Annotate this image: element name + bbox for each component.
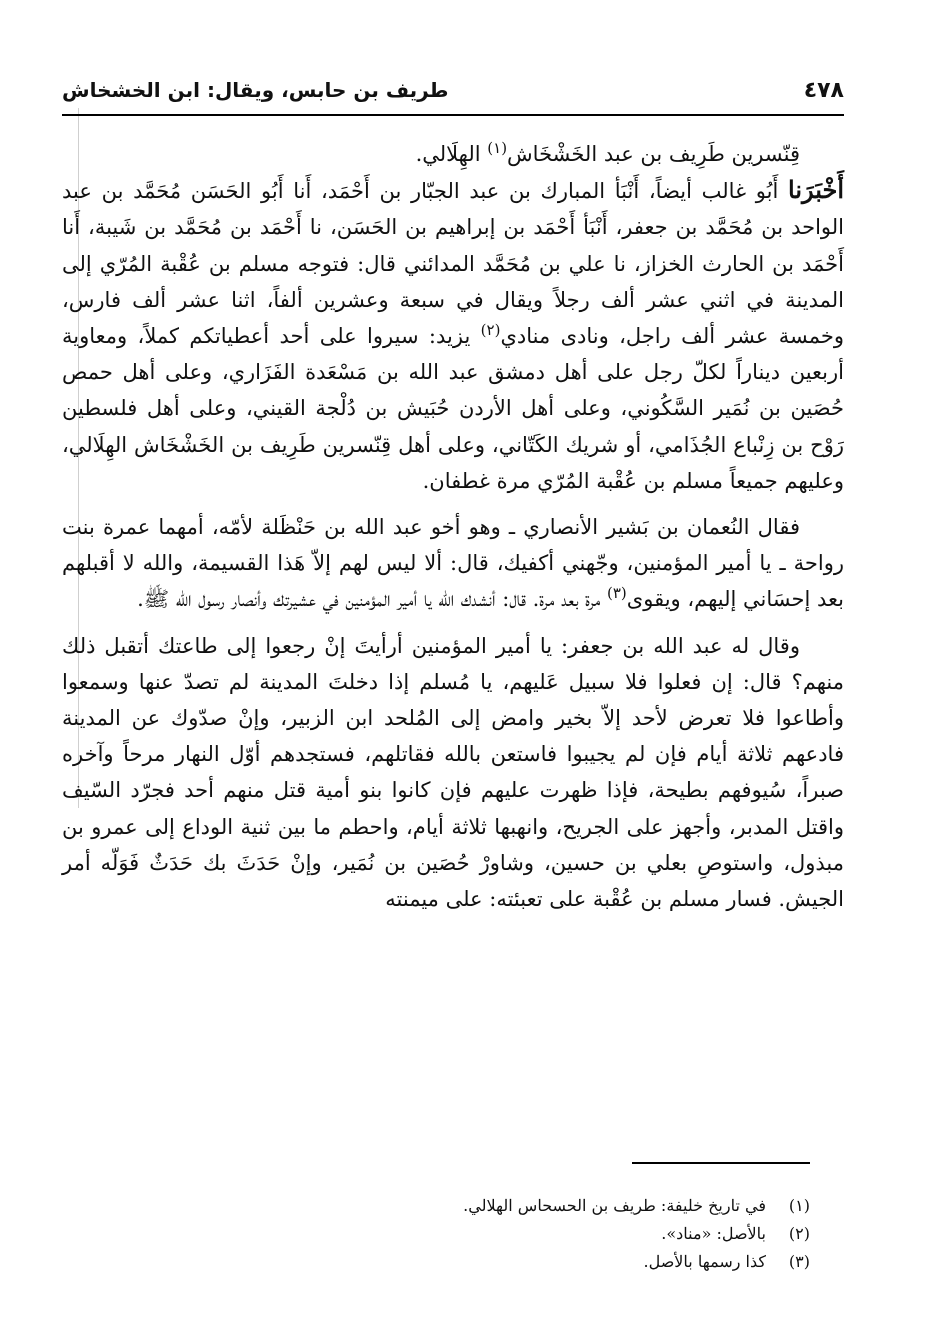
page-header (62, 78, 844, 110)
header-rule (62, 114, 844, 116)
main-text (62, 136, 844, 917)
footnote-number: (١) (788, 1196, 810, 1215)
footnotes (62, 1192, 810, 1276)
footnote-text: كذا رسمها بالأصل. (643, 1252, 766, 1271)
paragraph-2-text-a: أَبُو غالب أيضاً، أَنْبَأ المبارك بن عبد الجبّار بن أَحْمَد، أَنا أَبُو الحَسَن مُحَمَّد بن عبد الواحد بن مُحَمَّد بن جعفر، أَنْبَأ أَحْمَد بن إبراهيم بن الحَسَن، نا أَحْمَد بن مُحَمَّد بن شَيبة، أَنا أَحْمَد بن الحارث الخزاز، نا علي بن مُحَمَّد المدائني قال: فتوجه مسلم بن عُقْبة المُرّي إلى المدينة في اثني عشر ألف رجلاً ويقال في سبعة وعشرين ألفاً، اثنا عشر ألف فارس، وخمسة عشر ألف راجل، ونادى منادي (62, 179, 844, 349)
paragraph-2 (62, 172, 844, 499)
running-title: طريف بن حابس، ويقال: ابن الخشخاش (62, 78, 449, 102)
footnote-3 (62, 1248, 810, 1276)
paragraph-1-tail: الهِلَالي. (415, 142, 488, 166)
paragraph-3 (62, 509, 844, 618)
paragraph-1-text: قِنّسرين طَرِيف بن عبد الخَشْخَاش (507, 142, 800, 166)
footnote-number: (٢) (788, 1224, 810, 1243)
paragraph-2-text-b: يزيد: سيروا على أحد أعطياتكم كملاً، ومعاوية أربعين ديناراً لكلّ رجل على أهل دمشق عبد الله بن مَسْعَدة الفَزَاري، وعلى أهل حمص حُصَين بن نُمَير السَّكُوني، وعلى أهل الأردن حُبَيش بن دُلْجة القيني، وعلى أهل فلسطين رَوْح بن زِنْباع الجُذَامي، أو شريك الكَتّاني، وعلى أهل قِنّسرين طَرِيف بن الخَشْخَاش الهِلَالي، وعليهم جميعاً مسلم بن عُقْبة المُرّي مرة غطفان. (62, 324, 844, 493)
footnote-text: في تاريخ خليفة: طريف بن الحسحاس الهلالي. (463, 1196, 766, 1215)
footnote-ref-1[interactable]: (١) (487, 139, 508, 157)
paragraph-4 (62, 628, 844, 918)
footnote-ref-2[interactable]: (٢) (480, 321, 501, 340)
footnote-ref-3[interactable]: (٣) (607, 584, 627, 603)
page-number: ٤٧٨ (803, 78, 844, 103)
paragraph-3-text-b: مرة بعد مرة. قال: أنشدك الله يا أمير المؤمنين في عشيرتك وأنصار رسول الله ﷺ. (137, 587, 607, 612)
paragraph-3-text-a: فقال النُعمان بن بَشير الأنصاري ـ وهو أخو عبد الله بن حَنْظَلة لأمّه، أمهما عمرة بنت رواحة ـ يا أمير المؤمنين، وجّهني أكفيك، قال: ألا ليس لهم إلاّ هَذا القسيمة، والله لا أقبلهم بعد إحسَاني إليهم، ويقوى (62, 515, 844, 612)
footnote-2 (62, 1220, 810, 1248)
footnote-number: (٣) (788, 1252, 810, 1271)
footnote-separator (632, 1162, 810, 1164)
footnote-text: بالأصل: «مناد». (661, 1224, 766, 1243)
paragraph-1 (62, 136, 844, 172)
footnote-1 (62, 1192, 810, 1220)
paragraph-2-opening: أَخْبَرَنا (788, 175, 844, 205)
paragraph-4-text: وقال له عبد الله بن جعفر: يا أمير المؤمنين أرأيتَ إنْ رجعوا إلى طاعتك أتقبل ذلك منهم؟ قال: إن فعلوا فلا سبيل عَليهم، يا مُسلم إذا دخلتَ المدينة لم تصدّ عنها وسمعوا وأطاعوا فلا تعرض لأحد إلاّ بخير وامض إلى المُلحد ابن الزبير، وإنْ صدّوك عن المدينة فادعهم ثلاثة أيام فإن لم يجيبوا فاستعن بالله فقاتلهم، فستجدهم أوّل النهار مرحاً وآخره صبراً، سُيوفهم بطيحة، فإذا ظهرت عليهم فإن كانوا بنو أمية قتل منهم أحد فجرّد السّيف واقتل المدبر، وأجهز على الجريح، وانهبها ثلاثة أيام، واحطم ما بين ثنية الوداع إلى عمرو بن مبذول، واستوصِ بعلي بن حسين، وشاورْ حُصَين بن نُمَير، وإنْ حَدَثَ بك حَدَثٌ فَوَلّه أمر الجيش. فسار مسلم بن عُقْبة على تعبئته: على ميمنته (62, 633, 844, 912)
